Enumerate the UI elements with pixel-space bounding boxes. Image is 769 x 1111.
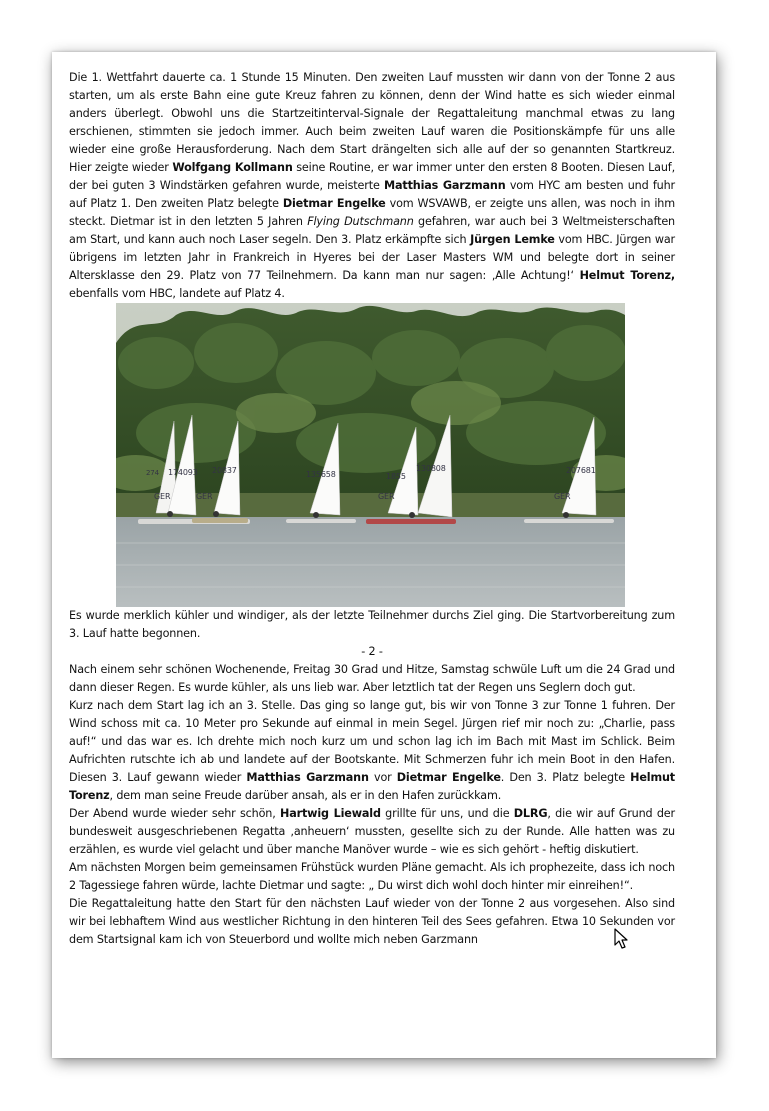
name-bold: Helmut Torenz [69,771,675,802]
name-bold: Wolfgang Kollmann [172,161,293,174]
text: Die 1. Wettfahrt dauerte ca. 1 Stunde 15 Minuten. Den zweiten Lauf mussten wir dann von der Tonne 2 aus starten, um als erste Bahn eine gute Kreuz fahren zu können, denn der Wind hatte es sich wieder einmal anders überlegt. Obwohl uns die Startzeitinterval-Signale der Regattaleitung manchmal etwas zu lang erschienen, stimmten sie jedoch immer. Auch beim zweiten Lauf waren die Positionskämpfe für uns alle wieder eine große Herausforderung. Nach dem Start drängelten sich alle auf der so genannten Startkreuz. Hier zeigte wieder [69,71,675,174]
boat-class-italic: Flying Dutschmann [307,215,414,228]
paragraph-breakfast: Am nächsten Morgen beim gemeinsamen Frühstück wurden Pläne gemacht. Als ich prophezeite, dass ich noch 2 Tagessiege fahren würde, lachte Dietmar und sagte: „ Du wirst dich wohl doch hinter mir einreihen!“. [69,861,675,892]
name-bold: Dietmar Engelke [282,197,386,210]
text: , dem man seine Freude darüber ansah, als er in den Hafen zurückkam. [109,789,502,802]
document-body [69,69,675,949]
paragraph-race-2 [69,69,675,303]
page-number: - 2 - [361,645,383,658]
name-bold: Jürgen Lemke [470,233,555,246]
sail-number: 130808 [416,464,446,473]
text: gefahren, war auch bei 3 Weltmeisterschaften am Start, und kann auch noch Laser segeln. Den 3. Platz erkämpfte sich [69,215,675,246]
name-bold: DLRG [513,807,548,820]
name-bold: Dietmar Engelke [396,771,501,784]
sail-number: 1855 [386,472,406,481]
text: seine Routine, er war immer unter den ersten 8 Booten. Diesen Lauf, der bei guten 3 Windstärken gefahren wurde, meisterte [69,161,675,192]
sail-number: 135658 [306,470,336,479]
text: vom WSVAWB, er zeigte uns allen, was noch in ihm steckt. Dietmar ist in den letzten 5 Jahren [69,197,675,228]
text: grillte für uns, und die [380,807,514,820]
text: . Den 3. Platz belegte [500,771,631,784]
name-bold: Helmut Torenz, [579,269,675,282]
sail-country: GER [196,492,213,501]
mouse-cursor-icon [614,928,628,950]
sail-country: GER [554,492,571,501]
paragraph-evening [69,805,675,859]
name-bold: Hartwig Liewald [280,807,381,820]
text: vor [368,771,397,784]
paragraph-race-3 [69,697,675,805]
document-page [52,52,716,1058]
sail-country: GER [154,492,171,501]
text: , die wir auf Grund der bundesweit ausgeschriebenen Regatta ‚anheuern‘ mussten, gesellte sich zu der Runde. Alle hatten was zu erzählen, es wurde viel gelacht und über manche Manöver wurde – wie es sich gehört - heftig diskutiert. [69,807,675,856]
text: vom HYC am besten und fuhr auf Platz 1. Den zweiten Platz belegte [69,179,675,210]
paragraph-cooler: Es wurde merklich kühler und windiger, als der letzte Teilnehmer durchs Ziel ging. Die Startvorbereitung zum 3. Lauf hatte begonnen. [69,609,675,640]
paragraph-next-race: Die Regattaleitung hatte den Start für den nächsten Lauf wieder von der Tonne 2 aus vorgesehen. Also sind wir bei lebhaftem Wind aus westlicher Richtung in den hinteren Teil des Sees gefahren. Etwa 10 Sekunden vor dem Startsignal kam ich von Steuerbord und wollte mich neben Garzmann [69,897,675,946]
sail-number: 174093 [168,468,198,477]
name-bold: Matthias Garzmann [246,771,369,784]
sail-country: GER [378,492,395,501]
text: ebenfalls vom HBC, landete auf Platz 4. [69,287,285,300]
paragraph-weekend: Nach einem sehr schönen Wochenende, Freitag 30 Grad und Hitze, Samstag schwüle Luft um die 24 Grad und dann dieser Regen. Es wurde kühler, als uns lieb war. Aber letztlich tat der Regen uns Seglern doch gut. [69,663,675,694]
name-bold: Matthias Garzmann [384,179,506,192]
text: vom HBC. Jürgen war übrigens im letzten Jahr in Frankreich in Hyeres bei der Laser Masters WM und belegte dort in seiner Altersklasse den 29. Platz von 77 Teilnehmern. Da kann man nur sagen: ‚Alle Achtung!‘ [69,233,675,282]
sail-number: 274 [146,469,159,477]
sailing-photo [116,303,625,607]
sail-number: 20837 [212,466,237,475]
text: Der Abend wurde wieder sehr schön, [69,807,280,820]
sail-number: 207681 [566,466,596,475]
text: Kurz nach dem Start lag ich an 3. Stelle. Das ging so lange gut, bis wir von Tonne 3 zur Tonne 1 fuhren. Der Wind schoss mit ca. 10 Meter pro Sekunde auf einmal in mein Segel. Jürgen rief mir noch zu: „Charlie, pass auf!“ und das war es. Ich drehte mich noch kurz um und schon lag ich im Bach mit Mast im Schlick. Beim Aufrichten rutschte ich ab und landete auf der Bootskante. Mit Schmerzen fuhr ich mein Boot in den Hafen. Diesen 3. Lauf gewann wieder [69,699,675,784]
